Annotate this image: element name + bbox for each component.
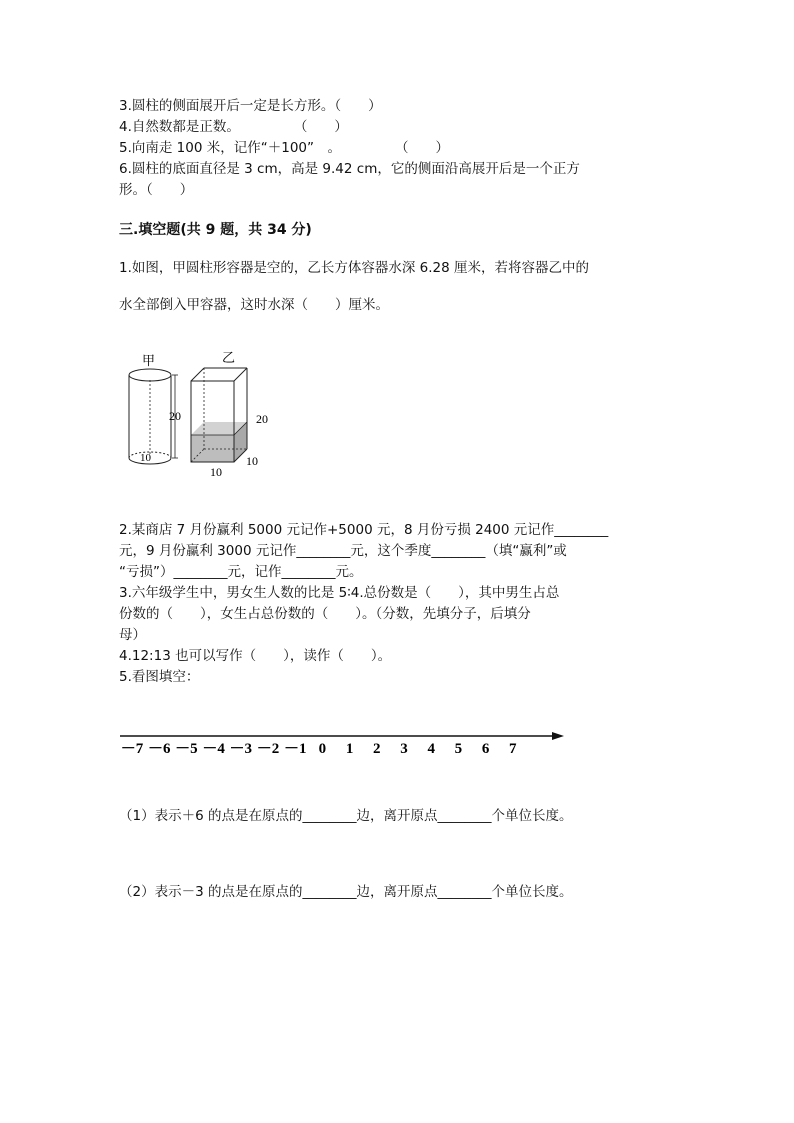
fill-q5-2: （2）表示－3 的点是在原点的________边，离开原点________个单位长度。 (119, 884, 573, 900)
number-line-label: 4 (427, 741, 435, 757)
judge-q4: 4.自然数都是正数。 （ ） (119, 119, 348, 135)
cyl-height-label: 20 (169, 409, 181, 423)
number-line-label: －2 (256, 741, 280, 757)
number-line-label: －3 (229, 741, 253, 757)
number-line (118, 725, 568, 761)
number-line-label: 7 (509, 741, 517, 757)
fill-q1-line1: 1.如图，甲圆柱形容器是空的，乙长方体容器水深 6.28 厘米，若将容器乙中的 (119, 260, 590, 276)
number-line-label: 1 (345, 741, 354, 757)
judge-q6-line2: 形。（ ） (119, 182, 194, 198)
number-line-label: －4 (202, 741, 225, 757)
label-yi: 乙 (222, 350, 236, 365)
number-line-label: －1 (283, 741, 307, 757)
number-line-label: 2 (373, 741, 381, 757)
judge-q3: 3.圆柱的侧面展开后一定是长方形。（ ） (119, 98, 382, 114)
box-depth-label: 10 (246, 454, 258, 468)
cyl-diameter-label: 10 (140, 452, 151, 464)
fill-q3-line1: 3.六年级学生中，男女生人数的比是 5∶4.总份数是（ ），其中男生占总 (119, 585, 560, 601)
fill-q2-line2: 元，9 月份赢利 3000 元记作________元，这个季度________（填“赢利”或 (119, 543, 567, 559)
fill-q3-line2: 份数的（ ），女生占总份数的（ ）。（分数，先填分子，后填分 (119, 606, 531, 622)
section-heading: 三.填空题(共 9 题，共 34 分) (119, 222, 312, 238)
number-line-label: －5 (175, 741, 198, 757)
fill-q5: 5.看图填空： (119, 669, 200, 685)
fill-q4: 4.12:13 也可以写作（ ），读作（ ）。 (119, 648, 392, 664)
fill-q2-line1: 2.某商店 7 月份赢利 5000 元记作+5000 元，8 月份亏损 2400 元记作________ (119, 522, 609, 538)
number-line-label: 0 (318, 741, 327, 757)
number-line-label: －7 (120, 741, 144, 757)
fill-q2-line3: “亏损”）________元，记作________元。 (119, 564, 363, 580)
number-line-label: 5 (454, 741, 463, 757)
label-jia: 甲 (142, 353, 156, 368)
judge-q6-line1: 6.圆柱的底面直径是 3 cm，高是 9.42 cm，它的侧面沿高展开后是一个正方 (119, 161, 580, 177)
fill-q1-line2: 水全部倒入甲容器，这时水深（ ）厘米。 (119, 297, 389, 313)
number-line-label: －6 (147, 741, 171, 757)
number-line-label: 3 (400, 741, 408, 757)
container-figure (118, 348, 278, 480)
fill-q5-1: （1）表示＋6 的点是在原点的________边，离开原点________个单位长度。 (119, 808, 573, 824)
box-width-label: 10 (210, 465, 222, 479)
fill-q3-line3: 母） (119, 627, 146, 643)
judge-q5: 5.向南走 100 米，记作“＋100” 。 （ ） (119, 140, 449, 156)
box-height-label: 20 (256, 412, 268, 426)
number-line-label: 6 (481, 741, 490, 757)
